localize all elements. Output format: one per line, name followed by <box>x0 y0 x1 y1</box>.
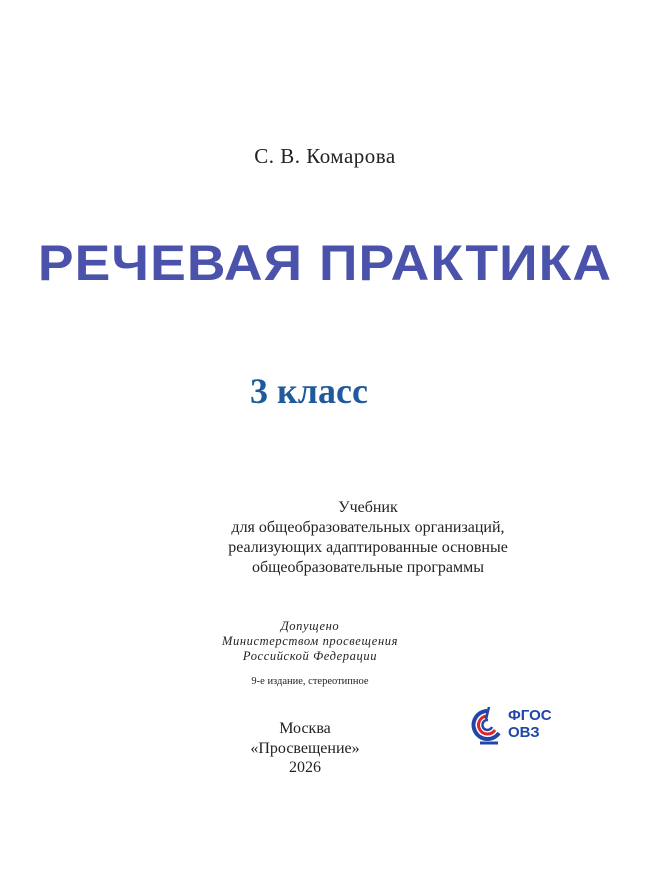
author-name: С. В. Комарова <box>254 144 396 168</box>
publisher-city: Москва <box>279 720 331 737</box>
description-line: общеобразовательные программы <box>251 559 485 576</box>
publisher-name: «Просвещение» <box>250 739 360 757</box>
book-title: РЕЧЕВАЯ ПРАКТИКА <box>37 235 613 291</box>
publisher-block <box>200 719 410 778</box>
description-line: реализующих адаптированные основные <box>228 539 508 556</box>
logo-line2: ОВЗ <box>508 724 540 741</box>
approval-line: Российской Федерации <box>242 649 378 663</box>
fgos-ovz-logo <box>468 705 558 747</box>
edition-note: 9-е издание, стереотипное <box>251 676 369 687</box>
logo-line1: ФГОС <box>508 707 552 724</box>
fgos-emblem-icon <box>468 705 508 747</box>
description-line: Учебник <box>338 499 398 516</box>
approval-line: Министерством просвещения <box>221 634 399 648</box>
publication-year: 2026 <box>289 759 321 776</box>
grade-label: 3 класс <box>250 371 368 411</box>
approval-note <box>190 619 430 664</box>
description-line: для общеобразовательных организаций, <box>231 519 505 536</box>
approval-line: Допущено <box>280 619 340 633</box>
book-description <box>200 498 536 578</box>
